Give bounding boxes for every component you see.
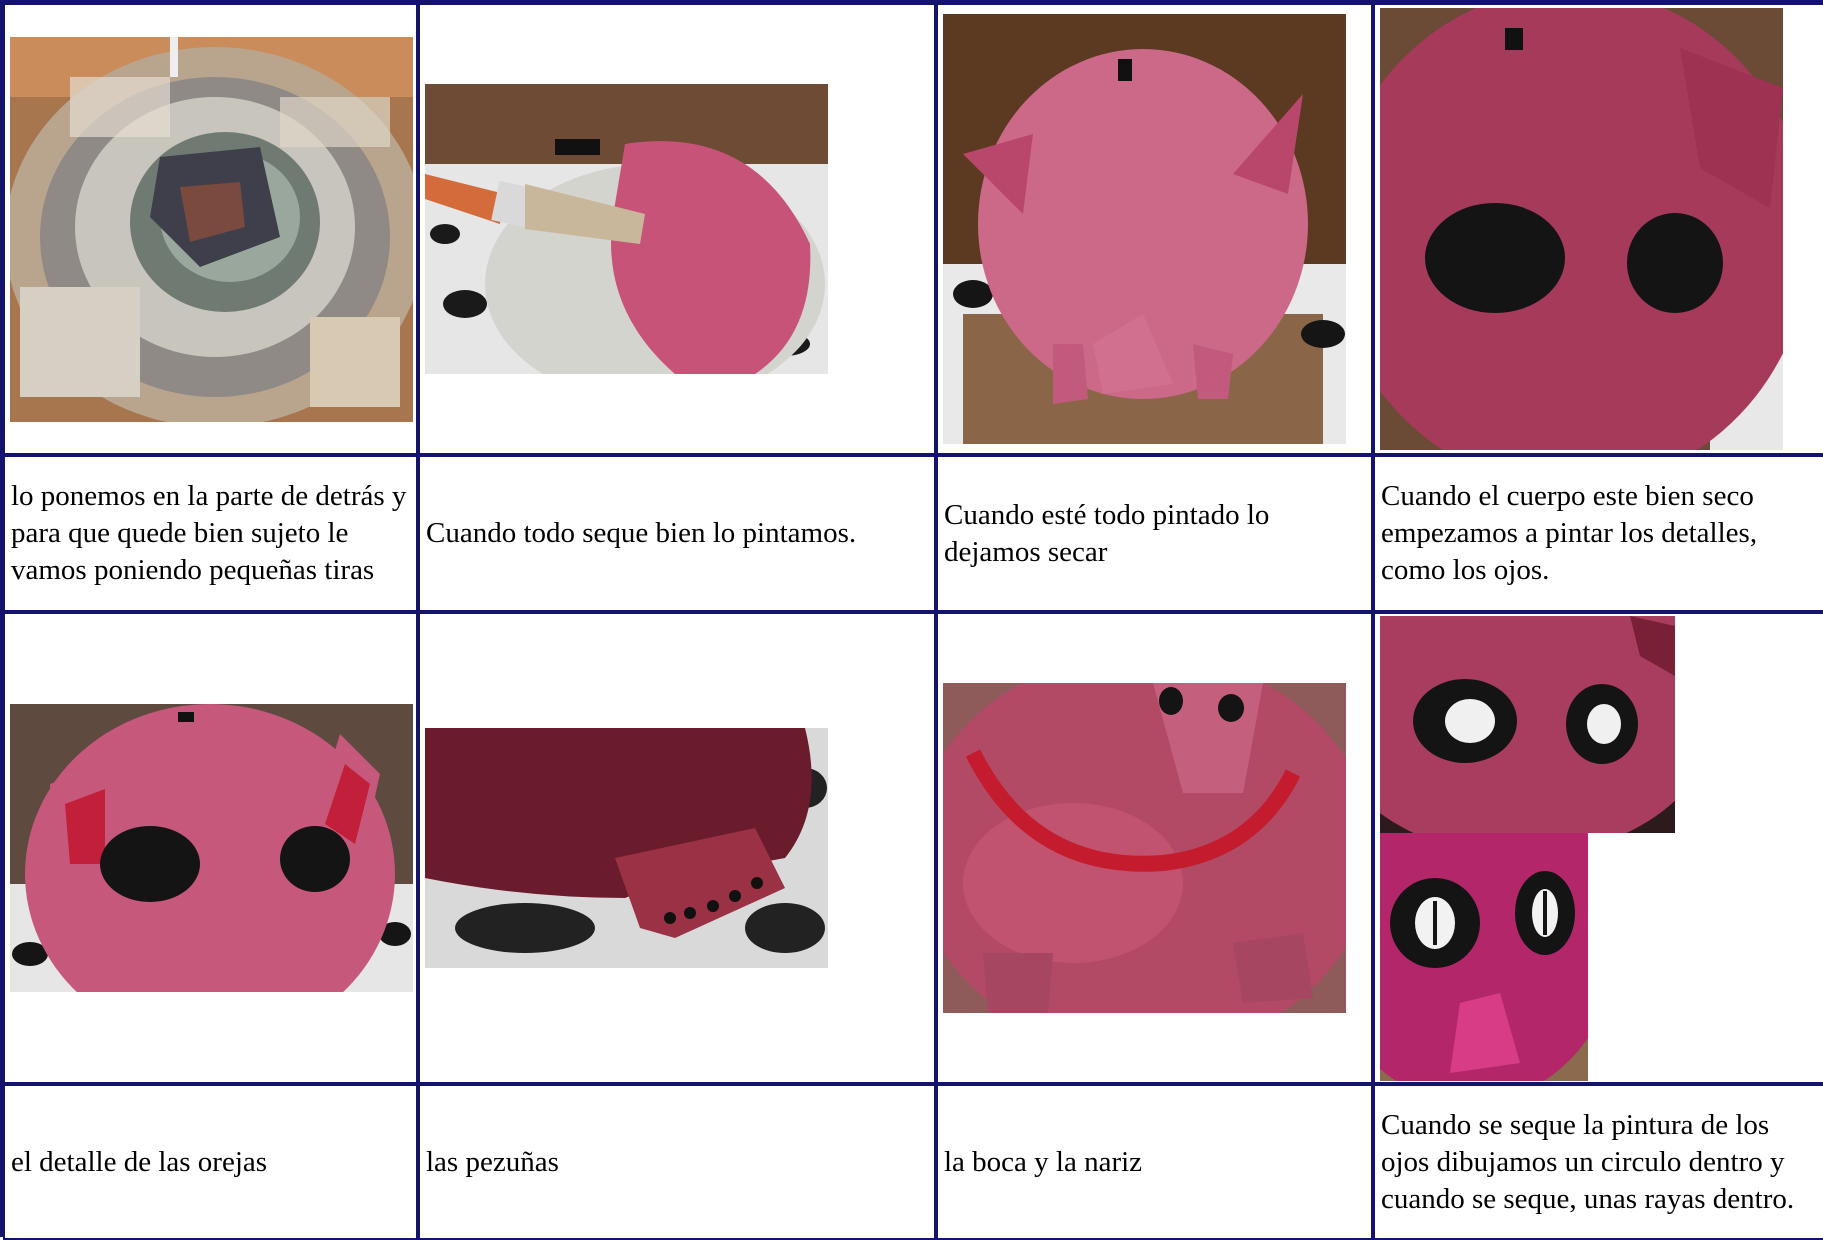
- caption-cell: [1373, 1084, 1823, 1240]
- photo-pig-ears-detail: [10, 704, 413, 992]
- photo-pig-striped-pupils: [1380, 833, 1588, 1081]
- photo-pig-hooves: [425, 728, 828, 968]
- photo-pig-white-pupils: [1380, 616, 1675, 833]
- caption-cell: [418, 455, 936, 612]
- photo-painted-pig-drying: [943, 14, 1346, 444]
- photo-cell-ears: [3, 612, 418, 1084]
- caption-text: la boca y la nariz: [944, 1145, 1143, 1178]
- photo-cell-mouth-nose: [936, 612, 1373, 1084]
- caption-cell: [936, 455, 1373, 612]
- photo-pig-black-eyes: [1380, 8, 1783, 450]
- caption-cell: [1373, 455, 1823, 612]
- photo-painting-pig-brush: [425, 84, 828, 374]
- caption-cell: [3, 455, 418, 612]
- caption-text: Cuando el cuerpo este bien seco empezamos a pintar los detalles, como los ojos.: [1381, 480, 1758, 586]
- photo-cell-eye-details: [1373, 612, 1823, 1084]
- caption-cell: [418, 1084, 936, 1240]
- photo-cell-newspaper-back: [3, 3, 418, 455]
- caption-text: Cuando se seque la pintura de los ojos dibujamos un circulo dentro y cuando se seque, unas rayas dentro.: [1381, 1108, 1795, 1215]
- caption-text: Cuando esté todo pintado lo dejamos secar: [944, 498, 1270, 568]
- photo-cell-eyes: [1373, 3, 1823, 455]
- caption-text: lo ponemos en la parte de detrás y para que quede bien sujeto le vamos poniendo pequeñas tiras: [11, 480, 407, 586]
- photo-cell-hooves: [418, 612, 936, 1084]
- caption-cell: [3, 1084, 418, 1240]
- photo-cell-painting: [418, 3, 936, 455]
- caption-text: el detalle de las orejas: [11, 1145, 268, 1178]
- photo-cell-painted-pig: [936, 3, 1373, 455]
- caption-text: las pezuñas: [426, 1145, 559, 1178]
- caption-cell: [936, 1084, 1373, 1240]
- photo-newspaper-paper-mache-back: [10, 37, 413, 422]
- eye-detail-photos: [1380, 614, 1675, 1082]
- caption-text: Cuando todo seque bien lo pintamos.: [426, 517, 857, 549]
- photo-pig-mouth-nose: [943, 683, 1346, 1013]
